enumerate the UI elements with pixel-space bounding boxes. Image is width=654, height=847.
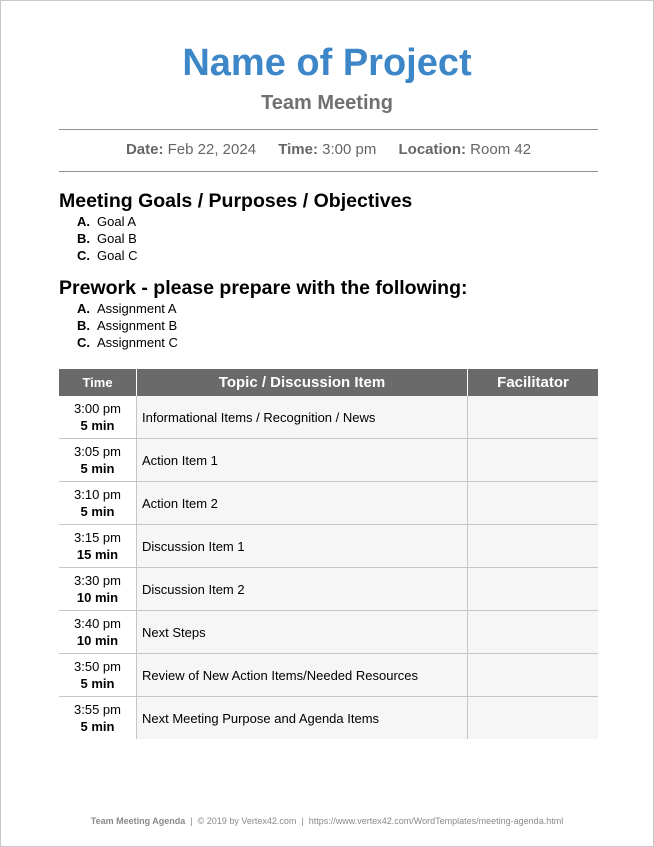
footer-copyright: © 2019 by Vertex42.com <box>197 816 297 826</box>
table-row <box>59 482 598 525</box>
agenda-header-row <box>59 369 598 396</box>
time-cell: 3:00 pm 5 min <box>59 396 137 439</box>
footer-title: Team Meeting Agenda <box>90 816 186 826</box>
table-row <box>59 568 598 611</box>
goals-list <box>77 213 137 264</box>
time-cell: 3:30 pm 10 min <box>59 568 137 611</box>
time-cell: 3:50 pm 5 min <box>59 654 137 697</box>
date-label: Date: <box>125 141 164 158</box>
location-label: Location: <box>398 141 466 158</box>
facilitator-cell[interactable] <box>468 396 599 439</box>
column-header-facilitator: Facilitator <box>468 369 599 396</box>
goal-item: C. Goal C <box>77 248 138 263</box>
divider-top <box>59 129 598 130</box>
time-cell: 3:05 pm 5 min <box>59 439 137 482</box>
time-cell: 3:55 pm 5 min <box>59 697 137 740</box>
topic-cell[interactable]: Informational Items / Recognition / News <box>137 396 468 439</box>
facilitator-cell[interactable] <box>468 611 599 654</box>
time-cell: 3:40 pm 10 min <box>59 611 137 654</box>
time-label: Time: <box>278 141 318 158</box>
divider-bottom <box>59 171 598 172</box>
footer-separator: | <box>190 816 193 826</box>
facilitator-cell[interactable] <box>468 525 599 568</box>
facilitator-cell[interactable] <box>468 697 599 740</box>
column-header-time: Time <box>59 369 137 396</box>
table-row <box>59 611 598 654</box>
goal-item: B. Goal B <box>77 231 137 246</box>
topic-cell[interactable]: Discussion Item 1 <box>137 525 468 568</box>
agenda-table <box>59 369 598 739</box>
topic-cell[interactable]: Action Item 2 <box>137 482 468 525</box>
facilitator-cell[interactable] <box>468 654 599 697</box>
time-cell: 3:15 pm 15 min <box>59 525 137 568</box>
prework-heading: Prework - please prepare with the following: <box>59 277 468 299</box>
table-row <box>59 396 598 439</box>
meeting-details <box>59 141 598 159</box>
table-row <box>59 654 598 697</box>
facilitator-cell[interactable] <box>468 482 599 525</box>
topic-cell[interactable]: Review of New Action Items/Needed Resources <box>137 654 468 697</box>
prework-item: A. Assignment A <box>77 301 177 316</box>
prework-list <box>77 300 178 351</box>
goal-item: A. Goal A <box>77 214 137 229</box>
time-value: 3:00 pm <box>322 141 377 158</box>
column-header-topic: Topic / Discussion Item <box>137 369 468 396</box>
meeting-subtitle: Team Meeting <box>261 92 393 114</box>
topic-cell[interactable]: Discussion Item 2 <box>137 568 468 611</box>
facilitator-cell[interactable] <box>468 439 599 482</box>
prework-item: C. Assignment C <box>77 335 178 350</box>
project-title: Name of Project <box>182 42 472 84</box>
page-footer <box>1 816 653 826</box>
footer-separator: | <box>301 816 304 826</box>
goals-heading: Meeting Goals / Purposes / Objectives <box>59 190 413 212</box>
facilitator-cell[interactable] <box>468 568 599 611</box>
time-cell: 3:10 pm 5 min <box>59 482 137 525</box>
date-value: Feb 22, 2024 <box>167 141 257 158</box>
topic-cell[interactable]: Next Meeting Purpose and Agenda Items <box>137 697 468 740</box>
topic-cell[interactable]: Next Steps <box>137 611 468 654</box>
location-value: Room 42 <box>470 141 532 158</box>
prework-item: B. Assignment B <box>77 318 178 333</box>
footer-url-link[interactable]: https://www.vertex42.com/WordTemplates/meeting-agenda.html <box>308 816 564 826</box>
table-row <box>59 439 598 482</box>
table-row <box>59 697 598 740</box>
topic-cell[interactable]: Action Item 1 <box>137 439 468 482</box>
table-row <box>59 525 598 568</box>
